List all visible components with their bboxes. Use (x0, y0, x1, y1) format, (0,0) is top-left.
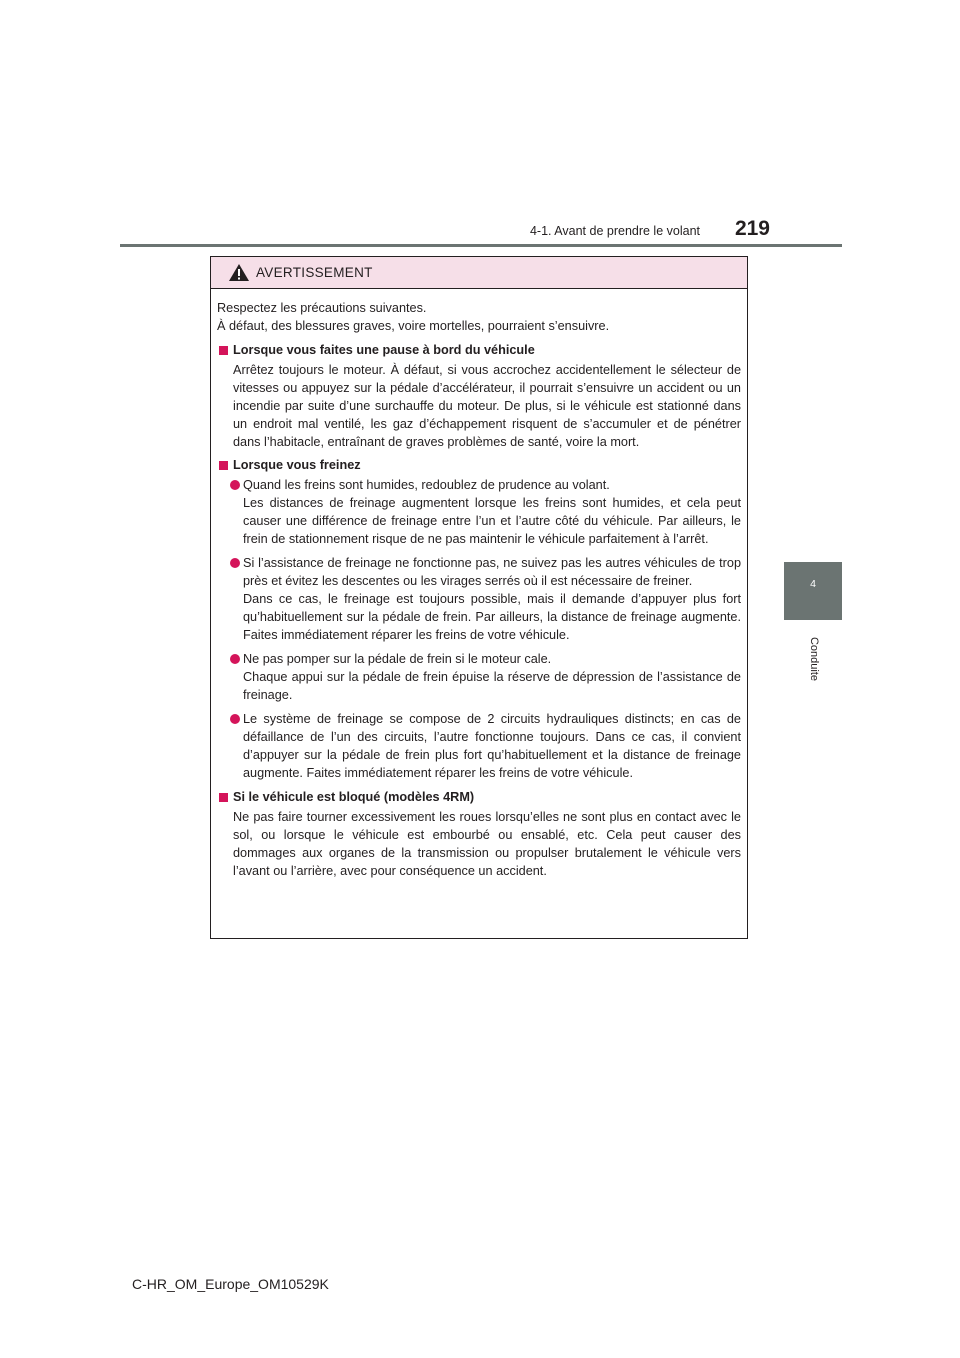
chapter-label (807, 625, 821, 695)
section-text: Ne pas faire tourner excessivement les roues lorsqu’elles ne sont plus en contact avec le sol, ou lorsque le véhicule est embourbé ou ensablé, etc. Cela peut causer des dommages aux organes de la transmission ou propulser brutalement le véhicule vers l’avant ou l’arrière, avec pour conséquence un accident. (233, 810, 741, 878)
section-heading-text: Lorsque vous faites une pause à bord du véhicule (233, 343, 535, 357)
item-text: Les distances de freinage augmentent lorsque les freins sont humides, et cela peut causer une différence de freinage entre l’un et l’autre côté du véhicule. Par ailleurs, le frein de stationnement risque de ne pas maintenir le véhicule parfaitement à l’arrêt. (243, 496, 741, 546)
section-pause (217, 341, 741, 451)
intro-line: Respectez les précautions suivantes. (217, 301, 427, 315)
list-item (217, 476, 741, 548)
square-bullet-icon (219, 793, 228, 802)
header-divider (120, 244, 842, 247)
chapter-tab[interactable] (784, 562, 842, 620)
section-title: 4-1. Avant de prendre le volant (529, 224, 700, 238)
section-braking (217, 456, 741, 782)
warning-intro (217, 299, 741, 335)
section-text: Arrêtez toujours le moteur. À défaut, si vous accrochez accidentellement le sélecteur de vitesses ou appuyez sur la pédale d’accélérateur, il pourrait s’ensuivre un accident ou un incendie par suite d’une surchauffe du moteur. De plus, si le véhicule est stationné dans un endroit mal ventilé, les gaz d’échappement risquent de s’accumuler et de pénétrer dans l’habitacle, entraînant de graves problèmes de santé, voire la mort. (233, 363, 741, 449)
section-heading (217, 788, 741, 806)
section-stuck-vehicle (217, 788, 741, 880)
round-bullet-icon (230, 558, 240, 568)
warning-title: AVERTISSEMENT (256, 265, 373, 280)
warning-header (211, 257, 747, 289)
item-text: Le système de freinage se compose de 2 circuits hydrauliques distincts; en cas de défaillance de l’un des circuits, l’autre fonctionne toujours. Dans ce cas, il convient d’appuyer sur la pédale de frein plus fort qu’habituellement et la distance de freinage augmente. Faites immédiatement réparer les freins de votre véhicule. (243, 712, 741, 780)
item-text: Quand les freins sont humides, redoublez de prudence au volant. (243, 478, 610, 492)
item-text: Chaque appui sur la pédale de frein épuise la réserve de dépression de l’assistance de freinage. (243, 670, 741, 702)
item-text: Si l’assistance de freinage ne fonctionne pas, ne suivez pas les autres véhicules de trop près et évitez les descentes ou les virages serrés où il est nécessaire de freiner. (243, 556, 741, 588)
list-item (217, 554, 741, 644)
document-code: C-HR_OM_Europe_OM10529K (132, 1276, 329, 1292)
section-heading (217, 456, 741, 474)
warning-triangle-icon (228, 263, 250, 282)
section-heading-text: Lorsque vous freinez (233, 458, 361, 472)
intro-line: À défaut, des blessures graves, voire mortelles, pourraient s’ensuivre. (217, 319, 610, 333)
warning-body (211, 289, 747, 880)
round-bullet-icon (230, 714, 240, 724)
section-heading (217, 341, 741, 359)
item-text: Ne pas pomper sur la pédale de frein si le moteur cale. (243, 652, 552, 666)
round-bullet-icon (230, 480, 240, 490)
section-heading-text: Si le véhicule est bloqué (modèles 4RM) (233, 790, 475, 804)
chapter-number: 4 (810, 578, 816, 590)
square-bullet-icon (219, 346, 228, 355)
list-item (217, 650, 741, 704)
item-text: Dans ce cas, le freinage est toujours possible, mais il demande d’appuyer plus fort qu’habituellement sur la pédale de frein. Par ailleurs, la distance de freinage augmente. Faites immédiatement réparer les freins de votre véhicule. (243, 592, 741, 642)
chapter-label-text: Conduite (808, 636, 820, 682)
round-bullet-icon (230, 654, 240, 664)
page-number: 219 (734, 217, 770, 240)
list-item (217, 710, 741, 782)
warning-box (210, 256, 748, 939)
square-bullet-icon (219, 461, 228, 470)
